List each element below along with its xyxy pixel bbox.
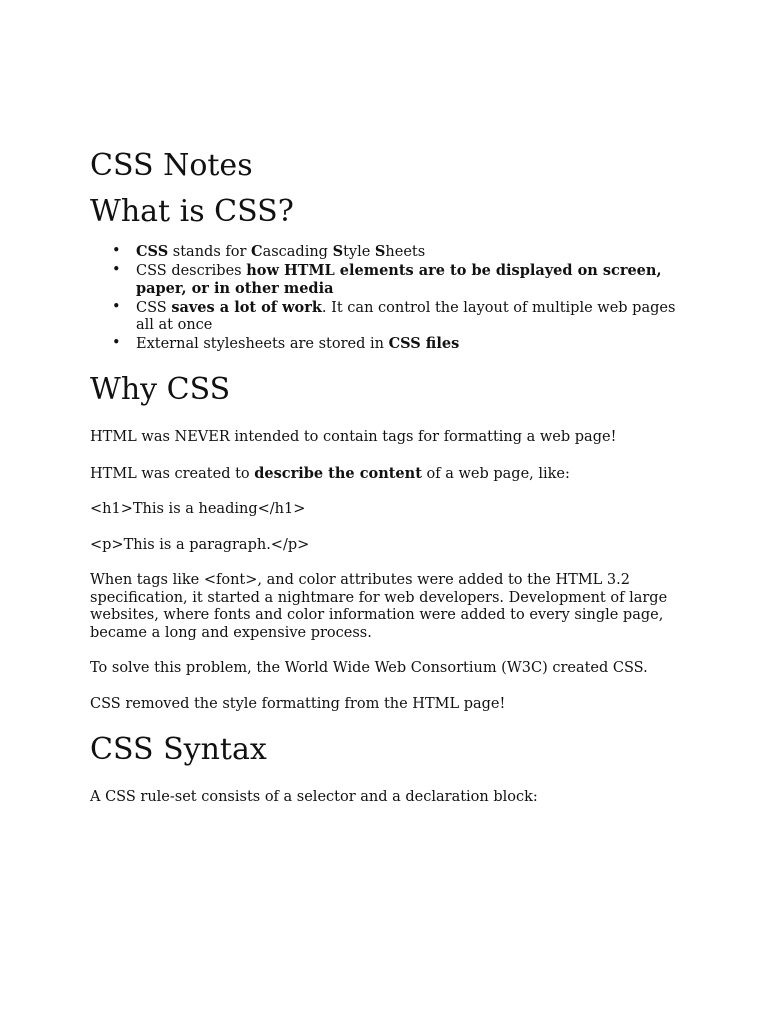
bold-text: CSS: [136, 243, 169, 260]
text: heets: [385, 244, 426, 260]
paragraph: To solve this problem, the World Wide Web Consortium (W3C) created CSS.: [90, 660, 648, 676]
what-is-css-list: [90, 243, 680, 353]
document-page: [90, 147, 680, 807]
bold-text: C: [251, 243, 263, 260]
list-item: [136, 262, 680, 299]
bold-text: S: [374, 243, 386, 260]
text: ascading: [262, 244, 333, 260]
heading-why-css: Why CSS: [90, 372, 231, 407]
text: of a web page, like:: [421, 465, 570, 482]
bold-text: describe the content: [254, 464, 422, 482]
text: External stylesheets are stored in: [136, 335, 389, 352]
paragraph: When tags like <font>, and color attributes were added to the HTML 3.2 specification, it started a nightmare for web developers. Development of large websites, where fonts and color information were added to every single page, became a long and expensive process.: [90, 572, 668, 641]
list-item: [136, 335, 680, 354]
list-item: [136, 299, 680, 335]
heading-css-syntax: CSS Syntax: [90, 732, 267, 767]
paragraph: [90, 465, 680, 484]
bold-text: saves a lot of work: [171, 298, 322, 316]
heading-what-is-css: What is CSS?: [90, 194, 294, 229]
text: . It can control the layout of multiple web pages all at once: [136, 299, 676, 333]
text: tyle: [343, 244, 375, 260]
text: stands for: [168, 244, 252, 260]
bold-text: how HTML elements are to be displayed on screen, paper, or in other media: [136, 261, 662, 297]
paragraph: CSS removed the style formatting from the HTML page!: [90, 695, 506, 712]
document-title: CSS Notes: [90, 148, 253, 183]
paragraph: HTML was NEVER intended to contain tags for formatting a web page!: [90, 429, 617, 445]
paragraph: A CSS rule-set consists of a selector and a declaration block:: [90, 789, 538, 805]
code-example-heading: <h1>This is a heading</h1>: [90, 501, 306, 517]
text: CSS describes: [136, 262, 247, 279]
bold-text: CSS files: [388, 334, 460, 352]
text: CSS: [136, 299, 172, 316]
text: HTML was created to: [90, 465, 255, 482]
list-item: [136, 243, 680, 262]
code-example-paragraph: <p>This is a paragraph.</p>: [90, 536, 310, 553]
bold-text: S: [332, 243, 344, 260]
